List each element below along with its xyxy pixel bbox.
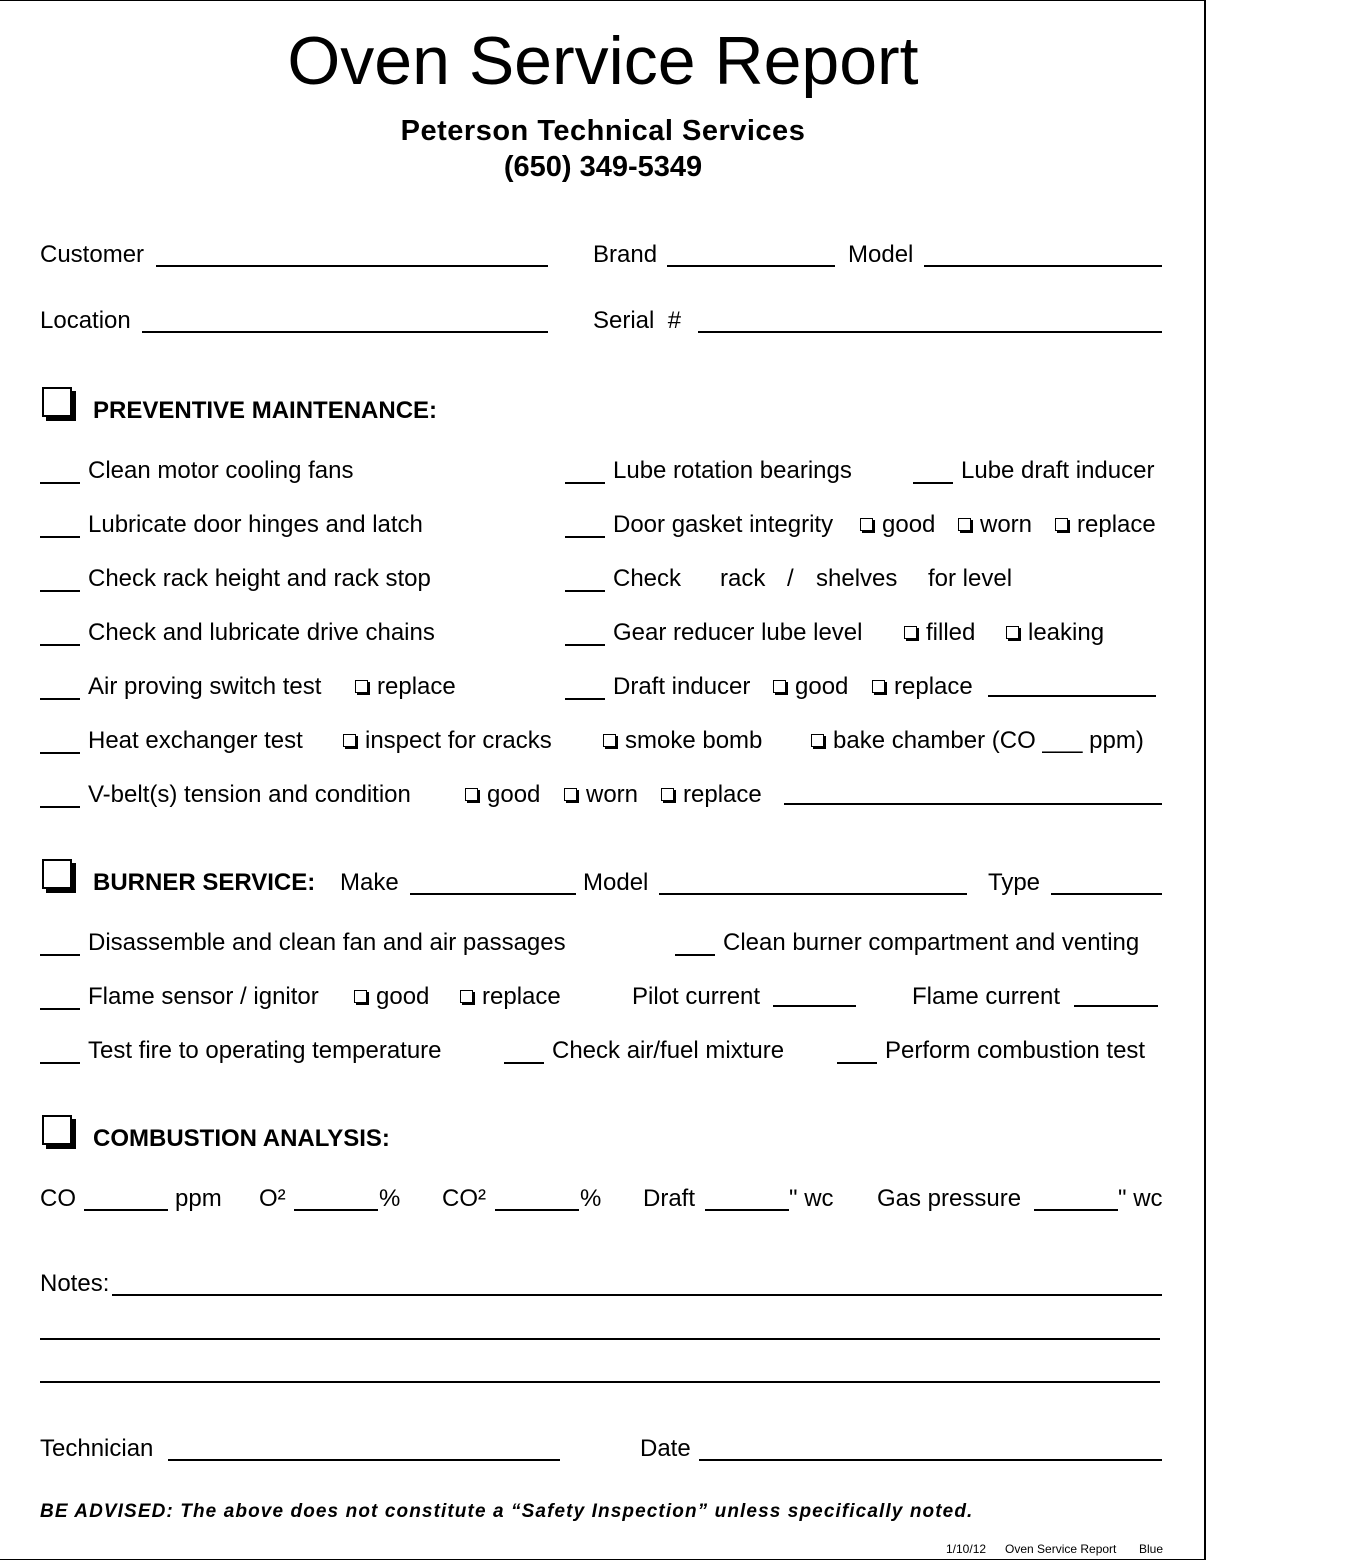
clean-compartment-label: Clean burner compartment and venting <box>723 929 1140 956</box>
heat-exchanger-label: Heat exchanger test <box>88 727 303 754</box>
company-phone: (650) 349-5349 <box>503 151 703 183</box>
checkbox-icon[interactable] <box>661 788 674 801</box>
flame-sensor-label: Flame sensor / ignitor <box>88 983 319 1010</box>
vbelt-field[interactable] <box>784 803 1162 805</box>
combustion-test-label: Perform combustion test <box>885 1037 1146 1064</box>
vbelt-label: V-belt(s) tension and condition <box>88 781 411 808</box>
option-label: replace <box>1077 511 1156 538</box>
pm-row-lube-bearings[interactable] <box>565 457 852 485</box>
page-title: Oven Service Report <box>287 23 919 99</box>
pm-row-air-proving[interactable] <box>40 673 321 701</box>
lube-bearings-label: Lube rotation bearings <box>613 457 852 484</box>
serial-label: Serial # <box>593 307 682 334</box>
date-label: Date <box>640 1435 691 1462</box>
checkbox-icon[interactable] <box>773 680 786 693</box>
draft-inducer-good-option[interactable] <box>773 673 848 701</box>
co2-unit: % <box>580 1185 602 1212</box>
brand-label: Brand <box>593 241 658 268</box>
burner-type-field[interactable] <box>1051 893 1162 895</box>
draft-unit: " wc <box>789 1185 834 1212</box>
burner-row-flame-sensor[interactable] <box>40 983 319 1011</box>
location-label: Location <box>40 307 131 334</box>
burner-model-field[interactable] <box>659 893 967 895</box>
clean-fans-label: Clean motor cooling fans <box>88 457 354 484</box>
gasket-worn-option[interactable] <box>958 511 1032 539</box>
gas-pressure-label: Gas pressure <box>877 1185 1022 1212</box>
checkbox-icon[interactable] <box>811 734 824 747</box>
form-name: Oven Service Report <box>1005 1542 1117 1556</box>
gasket-replace-option[interactable] <box>1055 511 1156 539</box>
option-label: good <box>376 983 430 1010</box>
checkbox-icon[interactable] <box>355 680 368 693</box>
serial-field[interactable] <box>698 331 1162 333</box>
checkbox-icon[interactable] <box>904 626 917 639</box>
option-label: good <box>795 673 849 700</box>
checkbox-icon[interactable] <box>460 990 473 1003</box>
burner-service-checkbox[interactable] <box>42 859 72 889</box>
flame-sensor-good-option[interactable] <box>354 983 429 1011</box>
vbelt-replace-option[interactable] <box>661 781 762 809</box>
gasket-label: Door gasket integrity <box>613 511 834 538</box>
form-color: Blue <box>1139 1542 1164 1556</box>
option-label: bake chamber (CO ___ ppm) <box>833 727 1144 754</box>
burner-row-disassemble[interactable] <box>40 929 566 957</box>
o2-label: O² <box>259 1185 286 1212</box>
co-field[interactable] <box>84 1209 168 1211</box>
draft-label: Draft <box>643 1185 696 1212</box>
form-revision-date: 1/10/12 <box>946 1542 987 1556</box>
burner-row-air-fuel[interactable] <box>504 1037 784 1065</box>
burner-make-label: Make <box>340 869 399 896</box>
burner-row-combustion-test[interactable] <box>837 1037 1145 1065</box>
rack-height-label: Check rack height and rack stop <box>88 565 431 592</box>
co-unit: ppm <box>175 1185 222 1212</box>
flame-sensor-replace-option[interactable] <box>460 983 561 1011</box>
option-label: worn <box>980 511 1033 538</box>
vbelt-worn-option[interactable] <box>564 781 638 809</box>
flame-current-field[interactable] <box>1074 1005 1158 1007</box>
option-label: worn <box>586 781 639 808</box>
advisory-note: BE ADVISED: The above does not constitute a “Safety Inspection” unless specifically noted. <box>40 1501 974 1522</box>
checkbox-icon[interactable] <box>564 788 577 801</box>
preventive-maintenance-heading: PREVENTIVE MAINTENANCE: <box>93 397 438 424</box>
pm-row-lube-inducer[interactable] <box>913 457 1154 485</box>
air-proving-replace-option[interactable] <box>355 673 456 701</box>
checkbox-icon[interactable] <box>343 734 356 747</box>
lube-hinges-label: Lubricate door hinges and latch <box>88 511 423 538</box>
checkbox-icon[interactable] <box>872 680 885 693</box>
customer-field[interactable] <box>156 265 548 267</box>
for-level-label: for level <box>928 565 1013 592</box>
disassemble-label: Disassemble and clean fan and air passages <box>88 929 566 956</box>
vbelt-good-option[interactable] <box>465 781 540 809</box>
burner-model-label: Model <box>583 869 649 896</box>
option-label: inspect for cracks <box>365 727 552 754</box>
shelves-label: shelves <box>816 565 898 592</box>
gear-reducer-label: Gear reducer lube level <box>613 619 863 646</box>
draft-inducer-label: Draft inducer <box>613 673 751 700</box>
checkbox-icon[interactable] <box>860 518 873 531</box>
pm-row-gasket[interactable] <box>565 511 833 539</box>
technician-label: Technician <box>40 1435 154 1462</box>
gasket-good-option[interactable] <box>860 511 935 539</box>
checkbox-icon[interactable] <box>354 990 367 1003</box>
gear-leaking-option[interactable] <box>1006 619 1104 647</box>
test-fire-label: Test fire to operating temperature <box>88 1037 442 1064</box>
pm-row-lube-hinges[interactable] <box>40 511 423 539</box>
option-label: good <box>487 781 541 808</box>
co-label: CO <box>40 1185 76 1212</box>
model-field[interactable] <box>924 265 1162 267</box>
slash-label: / <box>787 565 794 592</box>
option-label: replace <box>377 673 456 700</box>
option-label: filled <box>926 619 976 646</box>
air-proving-label: Air proving switch test <box>88 673 322 700</box>
checkbox-icon[interactable] <box>465 788 478 801</box>
location-field[interactable] <box>142 331 548 333</box>
checkbox-icon[interactable] <box>958 518 971 531</box>
gear-filled-option[interactable] <box>904 619 975 647</box>
smoke-bomb-option[interactable] <box>603 727 762 755</box>
lube-inducer-label: Lube draft inducer <box>961 457 1155 484</box>
burner-type-label: Type <box>988 869 1041 896</box>
option-label: replace <box>482 983 561 1010</box>
option-label: replace <box>894 673 973 700</box>
pm-row-gear-reducer[interactable] <box>565 619 862 647</box>
company-name: Peterson Technical Services <box>400 115 806 147</box>
notes-label: Notes: <box>40 1270 110 1297</box>
notes-line-3[interactable] <box>40 1381 1160 1383</box>
draft-inducer-field[interactable] <box>988 695 1156 697</box>
customer-label: Customer <box>40 241 145 268</box>
gas-pressure-field[interactable] <box>1034 1209 1118 1211</box>
model-label: Model <box>848 241 914 268</box>
option-label: good <box>882 511 936 538</box>
gas-pressure-unit: " wc <box>1118 1185 1163 1212</box>
drive-chains-label: Check and lubricate drive chains <box>88 619 435 646</box>
notes-line-1[interactable] <box>112 1294 1162 1296</box>
air-fuel-label: Check air/fuel mixture <box>552 1037 785 1064</box>
combustion-analysis-heading: COMBUSTION ANALYSIS: <box>93 1125 390 1152</box>
co2-field[interactable] <box>495 1209 579 1211</box>
burner-make-field[interactable] <box>410 893 576 895</box>
draft-field[interactable] <box>705 1209 789 1211</box>
pm-row-heat-exchanger[interactable] <box>40 727 303 755</box>
combustion-analysis-checkbox[interactable] <box>42 1115 72 1145</box>
preventive-maintenance-checkbox[interactable] <box>42 387 72 417</box>
checkbox-icon[interactable] <box>603 734 616 747</box>
option-label: leaking <box>1028 619 1105 646</box>
option-label: smoke bomb <box>625 727 763 754</box>
pm-row-draft-inducer[interactable] <box>565 673 750 701</box>
flame-current-label: Flame current <box>912 983 1061 1010</box>
checkbox-icon[interactable] <box>1055 518 1068 531</box>
pm-row-rack-height[interactable] <box>40 565 431 593</box>
technician-field[interactable] <box>168 1459 560 1461</box>
date-field[interactable] <box>699 1459 1162 1461</box>
burner-row-test-fire[interactable] <box>40 1037 442 1065</box>
pm-row-vbelt[interactable] <box>40 781 411 809</box>
pm-row-drive-chains[interactable] <box>40 619 435 647</box>
burner-row-clean-compartment[interactable] <box>675 929 1139 957</box>
o2-unit: % <box>379 1185 401 1212</box>
burner-service-heading: BURNER SERVICE: <box>93 869 316 896</box>
pilot-current-label: Pilot current <box>632 983 761 1010</box>
pilot-current-field[interactable] <box>773 1005 856 1007</box>
o2-field[interactable] <box>294 1209 378 1211</box>
brand-field[interactable] <box>667 265 835 267</box>
rack-label: rack <box>720 565 766 592</box>
draft-inducer-replace-option[interactable] <box>872 673 973 701</box>
option-label: replace <box>683 781 762 808</box>
notes-line-2[interactable] <box>40 1338 1160 1340</box>
pm-row-check-level[interactable] <box>565 565 681 593</box>
check-label: Check <box>613 565 682 592</box>
co2-label: CO² <box>442 1185 486 1212</box>
pm-row-clean-fans[interactable] <box>40 457 353 485</box>
checkbox-icon[interactable] <box>1006 626 1019 639</box>
bake-chamber-option[interactable] <box>811 727 1144 755</box>
inspect-cracks-option[interactable] <box>343 727 552 755</box>
